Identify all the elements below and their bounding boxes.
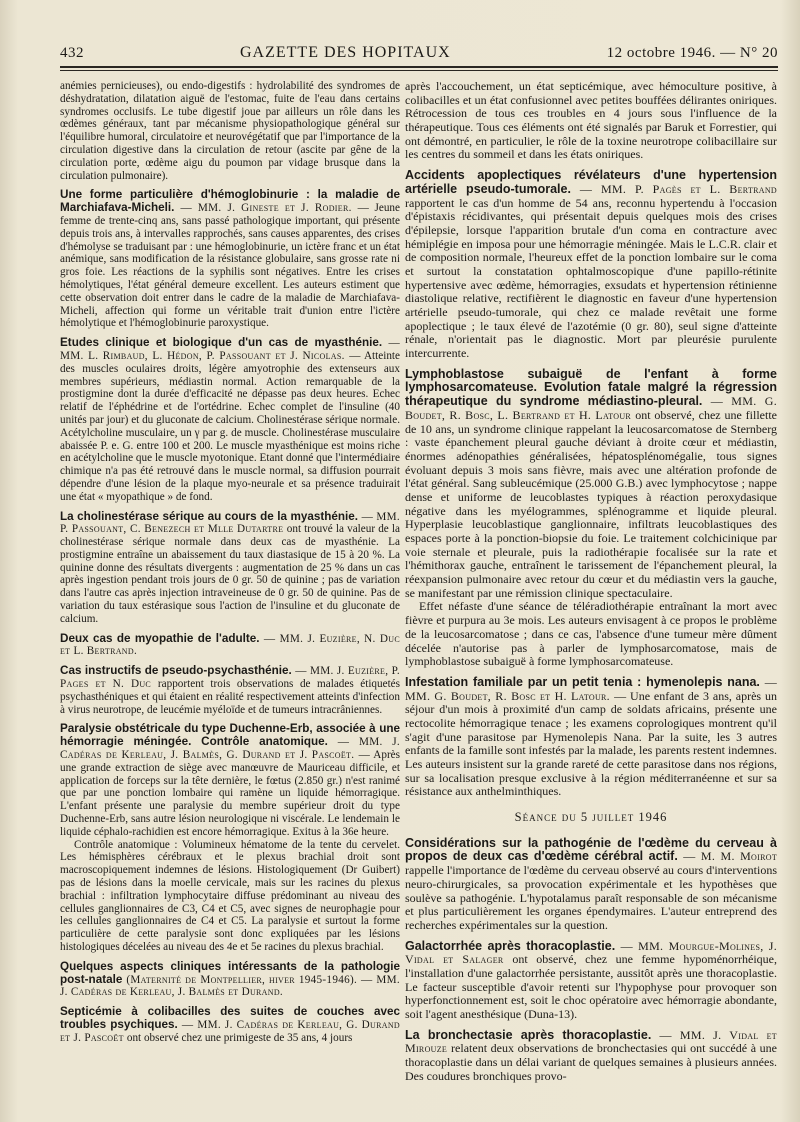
article-entry (405, 837, 777, 933)
article-title: Galactorrhée après thoracoplastie. (405, 938, 621, 953)
article-body: ont observé, chez une femme hypoménorrhéique, l'installation d'une galactorrhée persistante, aussitôt après une thoracoplastie. Le facteur susceptible d'avoir retenti sur l'hypophyse pour provoquer son hyperfonctionnement est, soit le choc opératoire avec hémorragie abondante, soit l'agent anesthésique (Duna-13). (405, 952, 777, 1021)
article-title: Septicémie à colibacilles des suites de couches avec troubles psychiques. (60, 1005, 400, 1031)
article-authors: — MM. G. Boudet, R. Bosc, L. Bertrand et H. Latour (405, 394, 777, 422)
article-entry (405, 80, 777, 162)
article-body: rapportent trois observations de malades étiquetés psychasthéniques et qui étaient en réalité respectivement atteints d'infection à virus neurotrope, de leucémie myéloïde et de tumeurs intracrâniennes. (60, 678, 401, 716)
article-authors: — MM. J. Gineste et J. Rodier. (180, 202, 358, 215)
article-entry (405, 940, 777, 1022)
article-entry (60, 1006, 400, 1044)
article-title: Lymphoblastose subaiguë de l'enfant à forme lymphosarcomateuse. Evolution fatale malgré la régression thérapeutique du syndrome médiastino-pleural. (405, 366, 777, 409)
article-entry (60, 961, 400, 999)
session-heading: Séance du 5 juillet 1946 (514, 810, 668, 825)
article-title: Etudes clinique et biologique d'un cas de myasthénie. (60, 336, 389, 350)
article-body-continued: Effet néfaste d'une séance de téléradiothérapie entraînant la mort avec fièvre et purpura au 3e mois. Les auteurs envisagent à ce propos le problème de la leucosarcomatose ; dans ce cas, l'absence d'une tumeur mère dûment décelée n'autorise pas à parler de lymphosarcomatose, mais de lymphoblastose subaiguë à forme lymphosarcomateuse. (405, 599, 777, 669)
header-rule (60, 66, 778, 68)
article-title: Une forme particulière d'hémoglobinurie : la maladie de Marchiafava-Micheli. (60, 188, 400, 215)
article-authors: — MM. J. Euzière, N. Duc et L. Bertrand. (60, 632, 400, 658)
article-authors: — MM. P. Passouant, C. Benezech et Mlle Dutartre (60, 510, 401, 536)
article-title: Accidents apoplectiques révélateurs d'une hypertension artérielle pseudo-tumorale. (405, 168, 777, 196)
article-entry (405, 169, 777, 361)
article-body-continued: Contrôle anatomique : Volumineux hématome de la tente du cervelet. Les hémisphères cérébraux et le plexus brachial droit sont macroscopiquement indemnes de lésions. Histologiquement (Dr Guibert) pas de lésions dans la moelle cervicale, mais sur les racines du plexus brachial : infiltration lymphocytaire diffuse prédominant au niveau des cellules ganglionnaires de C3, C4 et C5, avec signes de neurophagie pour les cellules ganglionnaires de C4 et C5. La paralysie et surtout la forme particulière de cette paralysie sont donc expliquées par les lésions histologiques décelées au niveau des 4e et 5e racines du plexus brachial. (60, 838, 400, 953)
article-authors: — MM. J. Vidal et Mirouze (405, 1027, 777, 1056)
article-title: Deux cas de myopathie de l'adulte. (60, 631, 264, 645)
article-authors: — MM. J. Cadéras de Kerleau, J. Balmès, G. Durand et J. Pascoët. (60, 736, 401, 762)
article-authors: — MM. Mourgue-Molines, J. Vidal et Salager (405, 938, 777, 967)
left-column (60, 80, 400, 1052)
article-title: Infestation familiale par un petit tenia : hymenolepis nana. (405, 674, 765, 689)
article-entry (60, 337, 400, 503)
article-authors: — MM. J. Euzière, P. Pages et N. Duc (60, 665, 400, 691)
header-rule-thin (60, 70, 778, 71)
article-authors: — M. M. Moirot (683, 849, 777, 864)
article-title: La bronchectasie après thoracoplastie. (405, 1027, 660, 1042)
article-title: Considérations sur la pathogénie de l'œdème du cerveau à propos de deux cas d'œdème cérébral actif. (405, 835, 777, 864)
article-entry (405, 368, 777, 601)
right-column (405, 80, 777, 1090)
article-body: anémies pernicieuses), ou endo-digestifs : hydrolabilité des syndromes de déshydratation, dilatation aiguë de l'estomac, fuite de l'eau dans certains syndromes occlusifs. Le tube digestif joue par ailleurs un rôle dans les œdèmes généraux, tant par mécanisme physiopathologique général sur l'équilibre humoral, circulatoire et neurovégétatif que par l'importance de la circulation digestive dans la circulation de retour (ascite par gêne de la circulation porte, œdème aigu du poumon par vidage brusque dans la circulation pulmonaire). (60, 80, 400, 182)
article-entry (60, 633, 400, 659)
article-entry (405, 1029, 777, 1084)
article-authors: — MM. J. Cadéras de Kerleau, G. Durand et J. Pascoët (60, 1018, 400, 1044)
article-authors: — MM. G. Boudet, R. Bosc et H. Latour. (405, 674, 777, 703)
article-title: Paralysie obstétricale du type Duchenne-Erb, associée à une hémorragie méningée. Contrôle anatomique. (60, 722, 400, 749)
running-header (60, 44, 778, 64)
article-entry (60, 189, 400, 330)
page-number: 432 (60, 45, 84, 61)
article-body: rapportent le cas d'un homme de 54 ans, reconnu hypertendu à l'occasion d'épistaxis récidivantes, qui présentait depuis quelques mois des crises d'épilepsie, lorsque l'apparition brutale d'un coma en contracture avec hémiplégie en imposa pour une hémorragie méningée. Mais le L.C.R. clair et de composition normale, l'heureux effet de la ponction lombaire sur le coma et surtout la constatation ophtalmoscopique d'une papillo-rétinite hypertensive avec œdème, hémorragies, exsudats et hypertension rétinienne diastolique relative, rectifièrent le diagnostic en faveur d'une hypertension artérielle pseudo-tumorale, qui chez ce malade revêtait une forme apoplectique ; le taux élevé de l'azotémie (0 gr. 80), seul signe d'atteinte rénale, n'orientait pas le diagnostic. Mort par pleurésie purulente intercurrente. (405, 195, 777, 361)
article-body: — Atteinte des muscles oculaires droits, légère amyotrophie des extenseurs aux membres supérieurs, médiastin normal. Action remarquable de la prostigmine dont la durée d'efficacité ne dépasse pas deux heures. Echec relatif de l'éphédrine et de l'ortédrine. Echec complet de l'insuline (40 unités par jour) et du gluconate de calcium. Cholinestérase sérique normale. Acétylcholine musculaire, un γ par g. de muscle. Cholinestérase musculaire abaissée P. e. G. entre 100 et 200. Le muscle myasthénique est moins riche en acétylcholine que le muscle myotonique. Etant donné que l'intermédiaire chimique n'a pas été retrouvé dans le muscle normal, sa diffusion pourrait dépendre d'une lésion de la plaque myo-neurale et sa présence traduirait une état « myopathique » de fond. (60, 349, 400, 503)
article-body: — Une enfant de 3 ans, après un séjour d'un mois à proximité d'un camp de soldats africains, présente une rectocolite hémorragique tenace ; les examens coprologiques montrent qu'il s'agit d'une parasitose par Hymenolepis Nana. Par la suite, les 3 autres enfants de la famille sont infestés par la malade, les parents restent indemnes. Les auteurs insistent sur la grande rareté de cette parasitose dans nos régions, sur sa localisation presque exclusive à la région méditerranéenne et sur sa résistance aux anthelminthiques. (405, 688, 777, 799)
article-title: Quelques aspects cliniques intéressants de la pathologie post-natale (60, 959, 400, 986)
journal-title: GAZETTE DES HOPITAUX (239, 44, 451, 61)
article-body: ont observé chez une primigeste de 35 ans, 4 jours (126, 1031, 353, 1044)
article-title: La cholinestérase sérique au cours de la myasthénie. (60, 509, 362, 523)
article-body: rappelle l'importance de l'œdème du cerveau observé au cours d'interventions neuro-chirurgicales, sa provocation expérimentale et les hypothèses que soulève sa pathogénie. L'hypotalamus paraît responsable de son mécanisme et plus particulièrement les organes épendymaires. L'auteur entreprend des recherches expérimentales sur la question. (405, 863, 777, 932)
article-authors: — MM. P. Pagès et L. Bertrand (579, 181, 778, 196)
article-body: — Après une grande extraction de siège avec manœuvre de Mauriceau difficile, et application de forceps sur la tête dernière, le fœtus (2.850 gr.) n'est ranimé que par une ponction lombaire qui ramène un liquide hémorragique. L'enfant présente une paralysie du membre supérieur droit du type Duchenne-Erb, sans autre lésion neurologique ni viscérale. Le lendemain le liquide céphalo-rachidien est encore hémorragique. Exitus à la 36e heure. (60, 749, 400, 838)
article-entry (60, 511, 400, 626)
article-authors: (Maternité de Montpellier, hiver 1945-1946). — MM. J. Cadéras de Kerleau, J. Balmès et Durand. (60, 973, 400, 999)
article-entry (60, 723, 400, 838)
article-entry (60, 80, 400, 182)
article-body: ont trouvé la valeur de la cholinestérase sérique normale dans deux cas de myasthénie. La prostigmine entraîne un abaissement du taux diastasique de 15 à 20 %. La quinine donne des résultats divergents : augmentation de 25 % dans un cas après ingestion pendant trois jours de 0 gr. 50 de quinine ; pas de variation dans l'autre cas après injection intraveineuse de 0 gr. 50 de quinine. Pas de variation du taux estérasique sous l'action de l'insuline et du gluconate de calcium. (60, 523, 400, 625)
article-body: — Jeune femme de trente-cinq ans, sans passé pathologique important, qui présente depuis trois ans, à intervalles rapprochés, sans causes apparentes, des crises d'hémolyse se traduisant par : une hémoglobinurie, un ictère franc et un état anémique, sans modification de la résistance globulaire, sans grosse rate ni gros foie. Les réactions de la syphilis sont négatives. Entre les crises hémolytiques, l'état général demeure excellent. Les auteurs estiment que cette observation doit entrer dans le cadre de la maladie de Marchiafava-Micheli, affection qui forme un véritable trait d'union entre l'ictère hémolytique et l'hémoglobinurie paroxystique. (60, 202, 400, 330)
article-entry (405, 676, 777, 799)
article-authors: — MM. L. Rimbaud, L. Hédon, P. Passouant et J. Nicolas. (60, 337, 400, 362)
article-body: après l'accouchement, un état septicémique, avec hémoculture positive, à colibacilles et un état confusionnel avec petites bouffées délirantes oniriques. Rétrocession de tous ces troubles en 4 jours sous l'influence de la thérapeutique. Tous ces éléments ont été signalés par Baruk et Forrestier, qui ont démontré, en particulier, le rôle de la toxine neurotrope colibacillaire sur les centres du sommeil et dans les états oniriques. (405, 79, 777, 162)
article-title: Cas instructifs de pseudo-psychasthénie. (60, 664, 296, 678)
issue-date: 12 octobre 1946. — N° 20 (606, 45, 778, 61)
article-body: relatent deux observations de bronchectasies qui ont succédé à une thoracoplastie dans un délai variant de quelques semaines à plusieurs années. Des coudures bronchiques provo- (405, 1041, 777, 1083)
article-body: ont observé, chez une fillette de 10 ans, un syndrome clinique rappelant la leucosarcomatose de Sternberg : vaste épanchement pleural gauche déviant à droite cœur et médiastin, énormes adénopathies généralisées, hépatosplénomégalie, tous signes évoluant depuis 3 mois sans fièvre, mais avec une altération profonde de l'état général. Sang subleucémique (25.000 G.B.) avec lymphocytose ; nappe dense et uniforme de leucoblastes typiques à réaction peroxydasique négative dans les myélogrammes, splénogramme et liquide pleural. Hyperplasie leucoblastique ganglionnaire, infiltrats leucoblastiques des espaces porte à la ponction-biopsie du foie. Le traitement colchicinique par voie sternale et pleurale, puis la radiothérapie focalisée sur la rate et l'hémithorax gauche, entraînent le tarissement de l'épanchement pleural, la réexpansion pulmonaire avec retour du cœur et du médiastin vers la gauche, se manifestant par une rémission clinique spectaculaire. (405, 407, 777, 600)
article-entry (60, 665, 400, 716)
